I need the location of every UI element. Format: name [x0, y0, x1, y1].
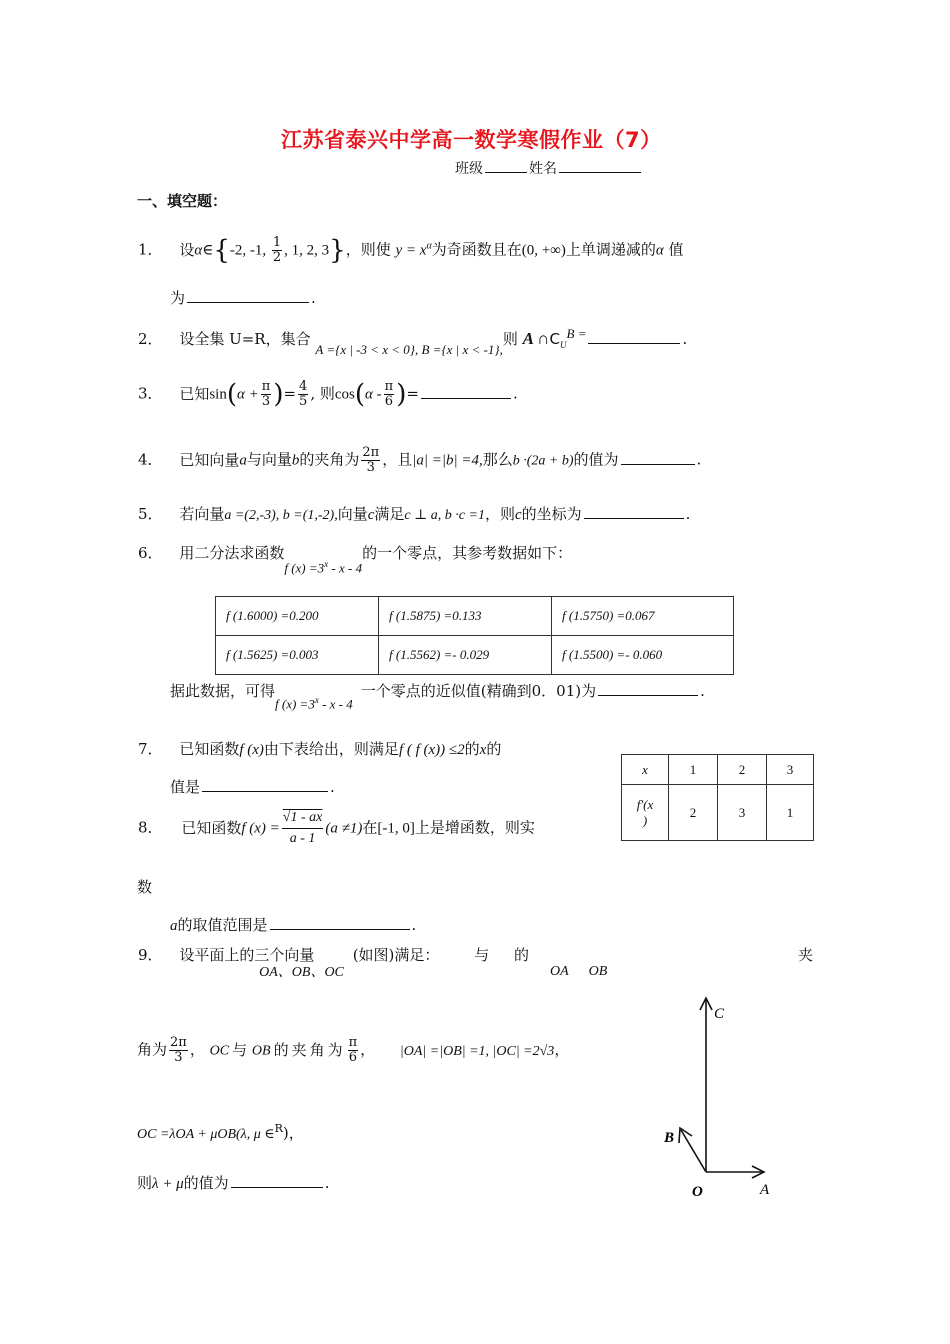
q1-tail: 值 [668, 240, 684, 259]
q1-alpha: α [655, 242, 664, 259]
question-3 [138, 380, 518, 409]
table-cell: f (1.5562) =- 0.029 [379, 636, 552, 675]
q7-text4: 的 [486, 740, 502, 758]
question-number: 7． [138, 740, 163, 758]
q9-yu: 与 [474, 946, 490, 964]
q6-func-exp: x [324, 558, 329, 569]
q2-a-cap: A ∩ [522, 329, 550, 348]
q2-sets: A ={x | -3 < x < 0}, B ={x | x < -1}, [315, 342, 503, 357]
question-9-line-2 [137, 1036, 569, 1065]
question-7-line-2 [170, 776, 335, 797]
q9-de: 的 [513, 946, 529, 964]
q8-text2: 在 [362, 818, 378, 837]
q5-condition: c ⊥ a, b ·c =1 [404, 508, 485, 523]
q4-text4: ，且 [382, 450, 413, 469]
q4-text6: 的值为 [573, 450, 619, 469]
answer-blank-7[interactable] [202, 778, 328, 792]
q2-b: B = [566, 326, 587, 341]
answer-blank-2[interactable] [588, 330, 680, 344]
q8-fraction [282, 808, 324, 849]
q7-text1: 已知函数 [179, 740, 240, 758]
table-row [216, 636, 734, 675]
q9-line4c: 的值为 [183, 1174, 229, 1192]
q6-func-exp-2: x [314, 694, 319, 705]
label-o: O [692, 1184, 703, 1200]
q8-numerator: √1 - ax [282, 808, 324, 829]
q6-func-base-2: f (x) =3 [275, 696, 315, 711]
q1-mid: ，则使 [345, 240, 391, 259]
q7-fx: f (x) [239, 742, 264, 758]
pi-over-3 [261, 380, 272, 409]
q6-func-rest: - x - 4 [328, 560, 363, 575]
q2-end: . [682, 330, 688, 348]
q1-post2: 上单调递减的 [565, 240, 656, 259]
q8-fx: f (x) = [241, 820, 280, 837]
q2-then: 则 [502, 330, 518, 348]
q9-eq-end: )， [282, 1124, 304, 1142]
power-function: y = x [395, 242, 427, 259]
label-c: C [714, 1006, 725, 1022]
q6-func-rest-2: - x - 4 [318, 696, 353, 711]
f-label-2: ) [642, 812, 648, 828]
five-den: 5 [299, 394, 308, 409]
q9-equation: OC =λOA + μOB(λ, μ ∈ [137, 1127, 275, 1142]
table-cell: 1 [669, 755, 718, 785]
six-den: 6 [348, 1050, 357, 1065]
table-cell: 2 [718, 755, 767, 785]
q9-jia: 夹 [797, 946, 813, 964]
alpha-symbol: α [194, 242, 203, 259]
q8-denominator: a - 1 [289, 831, 316, 846]
q9-text2: (如图)满足： [352, 946, 440, 964]
q5-text3: 满足 [374, 505, 405, 523]
q5-text5: 的坐标为 [521, 505, 582, 523]
question-9-line-4 [137, 1172, 329, 1193]
left-brace: { [213, 235, 230, 266]
right-paren-2: ) [396, 379, 407, 410]
bisection-table [215, 596, 734, 675]
question-9 [138, 944, 813, 980]
answer-blank-5[interactable] [584, 505, 684, 519]
name-label: 姓名 [529, 161, 557, 177]
right-paren: ) [273, 379, 284, 410]
q9-ob: OB [588, 964, 608, 979]
q6-line2a: 据此数据，可得 [170, 682, 276, 700]
q6-line2b: 一个零点的近似值(精确到0．01)为 [360, 682, 597, 700]
q3-end: . [512, 384, 518, 403]
q2-text: 设全集 U=R，集合 [179, 330, 311, 348]
alpha-plus: α + [237, 386, 259, 403]
vector-a: a [239, 452, 247, 469]
four-num: 4 [299, 379, 308, 394]
label-a: A [760, 1182, 770, 1198]
answer-blank-3[interactable] [421, 385, 511, 399]
question-5 [138, 503, 690, 524]
three-den: 3 [366, 460, 375, 475]
q8-line3b: 的取值范围是 [177, 916, 268, 934]
q4-text1: 已知向量 [179, 450, 240, 469]
class-label: 班级 [455, 161, 483, 177]
q9-end: . [324, 1174, 330, 1192]
q6-func-base: f (x) =3 [284, 560, 325, 575]
question-number: 5． [138, 505, 163, 523]
q1-end: . [311, 289, 316, 307]
two-pi-over-3 [169, 1036, 188, 1065]
table-header [622, 785, 669, 841]
class-name-line [455, 158, 643, 178]
vector-diagram [650, 990, 790, 1210]
q6-text1: 用二分法求函数 [179, 544, 285, 562]
q7-condition: f ( f (x)) ≤2 [398, 742, 465, 758]
equals-2: = [406, 384, 419, 403]
q9-line4a: 则 [137, 1174, 153, 1192]
q6-function [284, 559, 362, 576]
three-den: 3 [261, 394, 271, 409]
power-exponent: α [426, 240, 432, 252]
q4-norm: |a| =|b| =4, [412, 452, 483, 469]
question-4 [138, 446, 701, 475]
q8-interval: [-1, 0] [377, 820, 415, 837]
vector-ob [681, 1130, 706, 1172]
q6-text2: 的一个零点，其参考数据如下： [362, 544, 573, 562]
page-title: 江苏省泰兴中学高一数学寒假作业（7） [281, 128, 662, 152]
section-heading: 一、填空题： [137, 192, 228, 210]
equals: = [283, 384, 297, 403]
table-cell: f (1.6000) =0.200 [216, 597, 379, 636]
question-9-line-3 [137, 1122, 304, 1143]
table-row [622, 785, 814, 841]
question-number: 3． [138, 384, 163, 403]
q3-pre: 已知 [179, 384, 210, 403]
q4-text5: 那么 [482, 450, 513, 469]
q7-x: x [479, 742, 487, 758]
pi-num: π [261, 379, 271, 394]
vector-b: b [291, 452, 300, 469]
half-fraction [272, 236, 282, 265]
question-number: 1． [138, 240, 163, 259]
q4-text3: 的夹角为 [299, 450, 360, 469]
table-cell: 3 [767, 755, 814, 785]
q7-text2: 由下表给出，则满足 [263, 740, 399, 758]
q8-text3: 上是增函数，则实 [414, 818, 535, 837]
question-number: 8． [138, 818, 163, 837]
q9-line2b: 的夹角为 [273, 1040, 346, 1059]
q8-a: a [170, 918, 178, 934]
q7-text3: 的 [464, 740, 480, 758]
table-row [622, 755, 814, 785]
q9-oa: OA [550, 964, 569, 979]
three-den: 3 [174, 1050, 183, 1065]
function-table [621, 754, 814, 841]
table-cell: 3 [718, 785, 767, 841]
answer-blank-8[interactable] [270, 916, 410, 930]
answer-blank-1[interactable] [187, 289, 309, 303]
q6-function-2 [275, 695, 353, 712]
sin-text: sin [209, 386, 227, 403]
table-cell: f (1.5500) =- 0.060 [552, 636, 734, 675]
question-6 [138, 542, 573, 575]
q1-pre: 设 [179, 240, 195, 259]
q7-line2: 值是 [170, 778, 201, 796]
two-pi-num: 2π [170, 1035, 187, 1050]
q9-norms: |OA| =|OB| =1, |OC| =2√3 [399, 1043, 555, 1059]
q5-text2: 向量 [337, 505, 368, 523]
label-b: B [664, 1130, 675, 1146]
question-8 [138, 808, 535, 849]
q4-text2: 与向量 [246, 450, 292, 469]
question-6-line-2 [170, 680, 705, 711]
q8-condition: (a ≠1) [325, 820, 363, 837]
q1-interval: (0, +∞) [521, 242, 566, 259]
table-row [216, 597, 734, 636]
question-8-line-3 [170, 914, 416, 935]
pi-num: π [348, 1035, 358, 1050]
question-1 [138, 236, 684, 265]
half-denominator: 2 [272, 250, 282, 265]
question-8-line-2: 数 [137, 878, 153, 896]
answer-blank-6[interactable] [598, 682, 698, 696]
question-number: 9． [138, 946, 163, 964]
q1-set-values: -2, -1, [229, 242, 270, 259]
question-2 [138, 326, 688, 357]
q4-expr: b ·(2a + b) [512, 453, 574, 469]
q4-end: . [696, 450, 702, 469]
q9-comma: ， [189, 1040, 205, 1059]
q3-then: , 则 [310, 384, 335, 403]
q9-line2a: 角为 [137, 1040, 168, 1059]
q1-line2: 为 [170, 289, 186, 307]
q5-text1: 若向量 [179, 505, 225, 523]
q5-vectors: a =(2,-3), b =(1,-2), [224, 508, 338, 523]
table-cell: 1 [767, 785, 814, 841]
six-den: 6 [384, 394, 394, 409]
question-1-line-2 [170, 287, 316, 308]
q9-text1: 设平面上的三个向量 [179, 946, 315, 964]
q1-post: 为奇函数且在 [431, 240, 522, 259]
q9-yu2: 与 [232, 1040, 248, 1059]
class-blank[interactable] [485, 159, 527, 173]
pi-over-6 [348, 1036, 359, 1065]
four-fifths [298, 380, 308, 409]
half-numerator: 1 [272, 235, 282, 250]
complement-sub: U [560, 340, 567, 350]
question-number: 2． [138, 330, 163, 348]
f-label-1: f′(x [636, 796, 654, 812]
q9-ob2: OB [251, 1043, 271, 1059]
q9-oc: OC [209, 1043, 230, 1059]
two-pi-num: 2π [362, 445, 380, 460]
q8-end: . [411, 916, 417, 934]
left-paren-2: ( [354, 379, 366, 410]
q9-comma2: ， [360, 1040, 376, 1059]
table-header: x [622, 755, 669, 785]
table-cell: f (1.5750) =0.067 [552, 597, 734, 636]
q1-set-values-2: , 1, 2, 3 [284, 242, 330, 259]
q7-end: . [330, 778, 335, 796]
q8-text1: 已知函数 [181, 818, 242, 837]
name-blank[interactable] [559, 159, 641, 173]
q9-real: R [274, 1122, 283, 1135]
in-symbol: ∈ [202, 242, 214, 259]
vector-c-2: c [514, 507, 522, 523]
question-number: 6． [138, 544, 163, 562]
pi-num-2: π [384, 379, 394, 394]
q9-comma3: ， [554, 1040, 570, 1059]
q6-end: . [700, 682, 705, 700]
vector-c: c [367, 507, 375, 523]
complement-symbol: C [549, 330, 560, 348]
answer-blank-4[interactable] [621, 451, 695, 465]
question-7 [138, 738, 501, 759]
two-pi-over-3 [361, 446, 380, 475]
q9-lambda-mu: λ + μ [152, 1176, 184, 1192]
alpha-minus: α - [365, 386, 382, 403]
pi-over-6 [384, 380, 395, 409]
question-number: 4． [138, 450, 163, 469]
answer-blank-9[interactable] [231, 1174, 323, 1188]
q9-vectors: OA、OB、OC [259, 965, 344, 980]
right-brace: } [329, 235, 346, 266]
table-cell: 2 [669, 785, 718, 841]
q5-text4: ，则 [484, 505, 515, 523]
table-cell: f (1.5625) =0.003 [216, 636, 379, 675]
table-cell: f (1.5875) =0.133 [379, 597, 552, 636]
q5-end: . [685, 505, 691, 523]
left-paren: ( [226, 379, 238, 410]
cos-text: cos [334, 386, 355, 403]
q9-oa-ob [550, 964, 607, 980]
